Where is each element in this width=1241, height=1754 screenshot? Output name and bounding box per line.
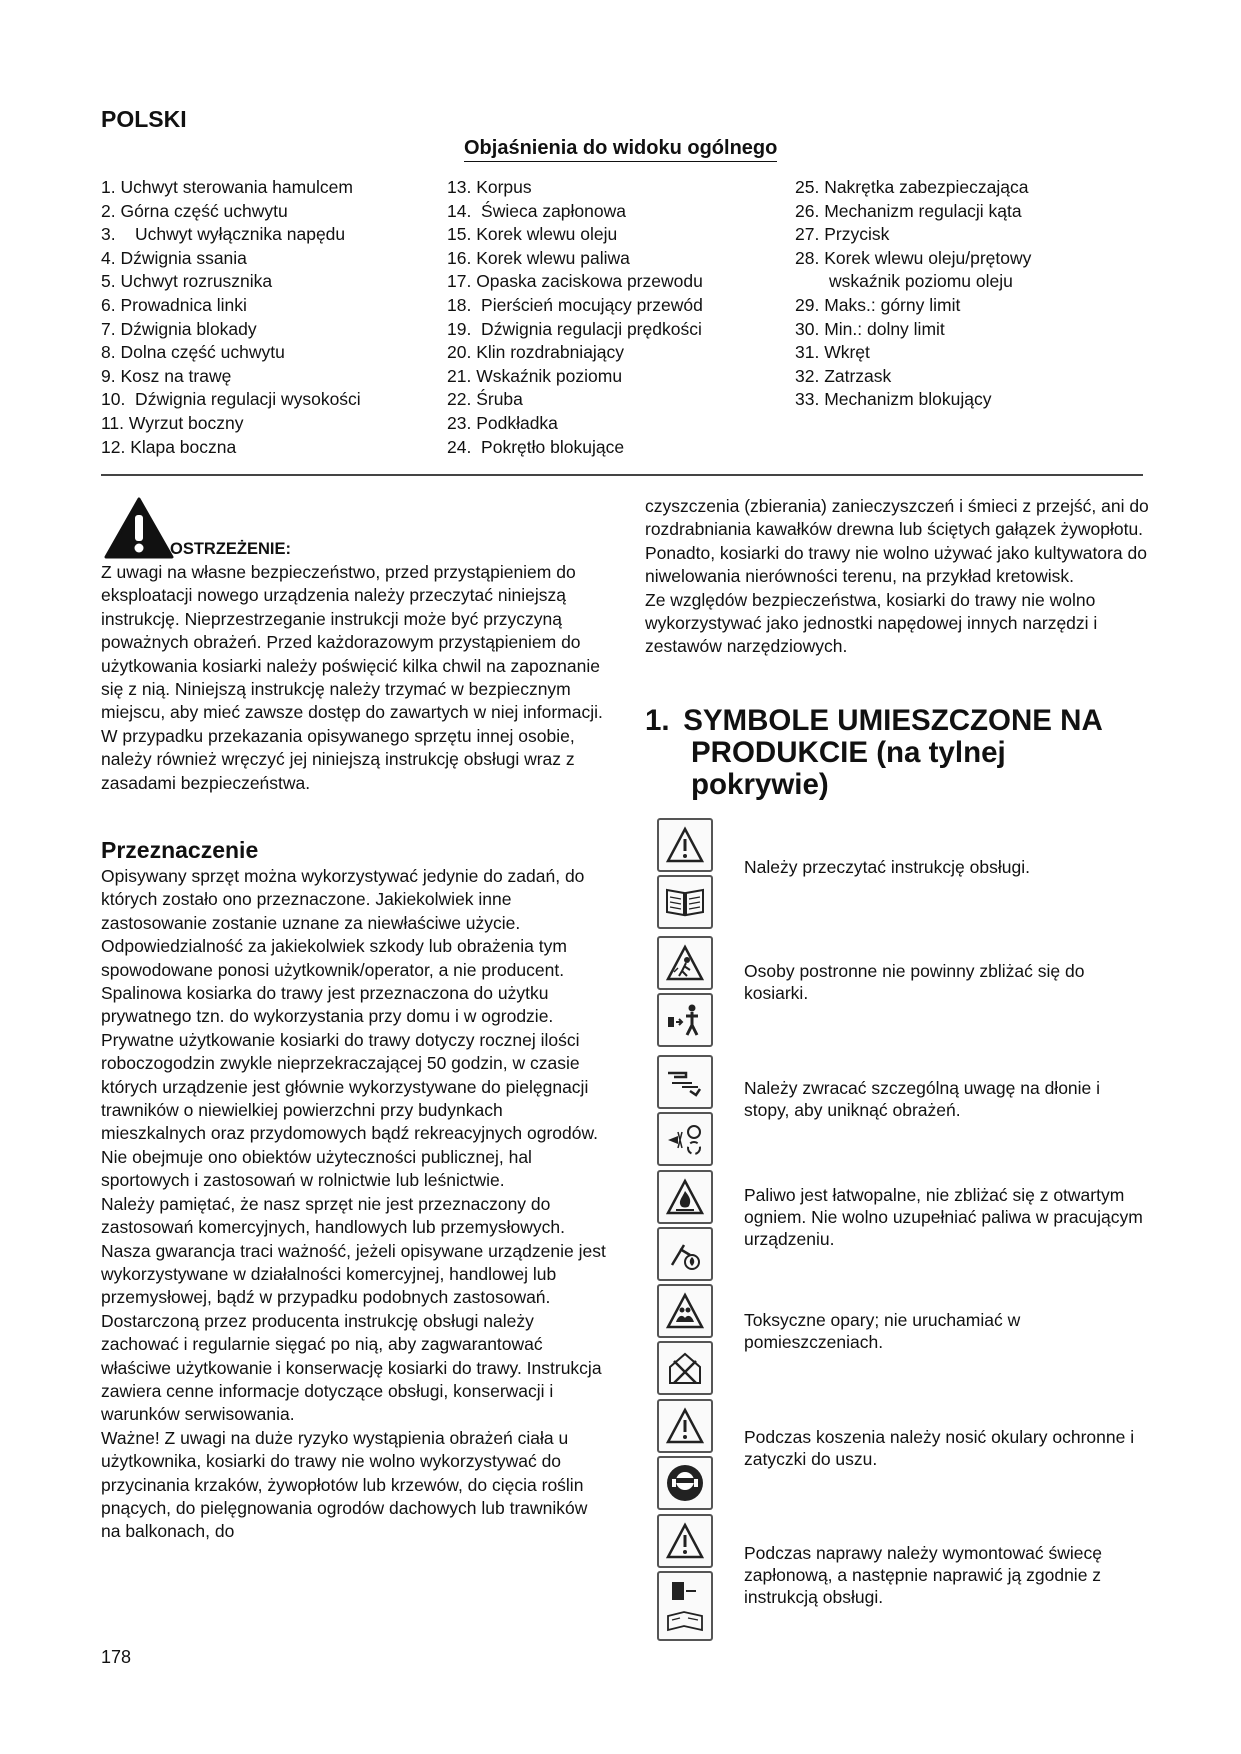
parts-list-item: 12. Klapa boczna (101, 436, 237, 457)
parts-list-item: 26. Mechanizm regulacji kąta (795, 200, 1022, 221)
parts-list-item: 15. Korek wlewu oleju (447, 224, 618, 245)
parts-list-item: 10. Dźwignia regulacji wysokości (101, 389, 361, 410)
parts-list-item: wskaźnik poziomu oleju (795, 271, 1013, 292)
parts-list-item: 27. Przycisk (795, 224, 890, 245)
remove-spark-plug-icon (657, 1514, 713, 1644)
parts-list-item: 18. Pierścień mocujący przewód (447, 294, 703, 315)
parts-list-item: 3. Uchwyt wyłącznika napędu (101, 224, 346, 245)
page-number: 178 (101, 1647, 132, 1667)
warning-body: Z uwagi na własne bezpieczeństwo, przed przystąpieniem do eksploatacji nowego urządzenia należy przeczytać niniejszą instrukcję. Nieprzestrzeganie instrukcji może być przyczyną poważnych obrażeń. Przed każdorazowym przystąpieniem do użytkowania kosiarki należy poświęcić kilka chwil na zapoznanie się z nią. Niniejszą instrukcję należy trzymać w bezpiecznym miejscu, aby mieć zawsze dostęp do zawartych w niej informacji. W przypadku przekazania opisywanego sprzętu innej osobie, należy również wręczyć jej niniejszą instrukcję obsługi wraz z zasadami bezpieczeństwa. (101, 562, 603, 793)
parts-list-col1 (101, 176, 361, 459)
section-number: 1. (645, 704, 670, 737)
parts-list-item: 7. Dźwignia blokady (101, 318, 257, 339)
parts-list-item: 29. Maks.: górny limit (795, 294, 961, 315)
read-manual-icon (657, 818, 713, 932)
parts-list-item: 21. Wskaźnik poziomu (447, 365, 623, 386)
section-title-line3: pokrywie) (691, 768, 829, 801)
parts-list-item: 25. Nakrętka zabezpieczająca (795, 177, 1029, 197)
parts-list-item: 5. Uchwyt rozrusznika (101, 271, 273, 292)
parts-list-item: 31. Wkręt (795, 342, 870, 363)
section-title-line2: PRODUKCIE (na tylnej (691, 736, 1006, 769)
eye-ear-protection-icon (657, 1399, 713, 1513)
parts-list-item: 8. Dolna część uchwytu (101, 342, 285, 363)
parts-list-item: 33. Mechanizm blokujący (795, 389, 992, 410)
toxic-fumes-icon (657, 1284, 713, 1398)
parts-list-item: 13. Korpus (447, 177, 532, 197)
symbol-text-read-manual: Należy przeczytać instrukcję obsługi. (744, 857, 1030, 877)
symbol-text-spark-plug: Podczas naprawy należy wymontować świecę zapłonową, a następnie naprawić ją zgodnie z instrukcją obsługi. (744, 1543, 1102, 1607)
parts-list-item: 17. Opaska zaciskowa przewodu (447, 271, 703, 292)
parts-list-item: 24. Pokrętło blokujące (447, 436, 625, 457)
parts-list-item: 16. Korek wlewu paliwa (447, 247, 630, 268)
parts-list-item: 6. Prowadnica linki (101, 294, 247, 315)
flammable-fuel-icon (657, 1170, 713, 1284)
symbol-text-bystanders: Osoby postronne nie powinny zbliżać się do kosiarki. (744, 961, 1085, 1003)
parts-list-item: 30. Min.: dolny limit (795, 318, 945, 339)
symbol-text-fumes: Toksyczne opary; nie uruchamiać w pomieszczeniach. (744, 1310, 1021, 1352)
parts-list-col2 (447, 176, 703, 459)
section-1-heading (645, 705, 1145, 801)
purpose-heading: Przeznaczenie (101, 837, 259, 863)
section-title-line1: SYMBOLE UMIESZCZONE NA (683, 704, 1103, 737)
symbol-text-protection: Podczas koszenia należy nosić okulary ochronne i zatyczki do uszu. (744, 1427, 1135, 1469)
parts-list-item: 4. Dźwignia ssania (101, 247, 247, 268)
warning-triangle-icon (104, 497, 174, 559)
keep-bystanders-away-icon (657, 936, 713, 1050)
parts-list-item: 19. Dźwignia regulacji prędkości (447, 318, 702, 339)
parts-list-item: 22. Śruba (447, 389, 523, 410)
warning-title: OSTRZEŻENIE: (170, 540, 292, 558)
purpose-body: Opisywany sprzęt można wykorzystywać jedynie do zadań, do których zostało ono przeznaczone. Jakiekolwiek inne zastosowanie zostanie uznane za niewłaściwe użycie. Odpowiedzialność za jakiekolwiek szkody lub obrażenia tym spowodowane ponosi użytkownik/operator, a nie producent. Spalinowa kosiarka do trawy jest przeznaczona do użytku prywatnego tzn. do wykorzystania przy domu i w ogrodzie. Prywatne użytkowanie kosiarki do trawy dotyczy rocznej ilości roboczogodzin zwykle nieprzekraczającej 50 godzin, w czasie których urządzenie jest głównie wykorzystywane do pielęgnacji trawników o niewielkiej powierzchni przy budynkach mieszkalnych oraz przydomowych bądź rekreacyjnych ogrodów. Nie obejmuje ono obiektów użyteczności publicznej, hal sportowych i zastosowań w rolnictwie lub leśnictwie. Należy pamiętać, że nasz sprzęt nie jest przeznaczony do zastosowań komercyjnych, handlowych lub przemysłowych. Nasza gwarancja traci ważność, jeżeli opisywane urządzenie jest wykorzystywane w działalności komercyjnej, handlowej lub przemysłowej, bądź w przypadku podobnych zastosowań. Dostarczoną przez producenta instrukcję obsługi należy zachować i regularnie sięgać po nią, aby zagwarantować właściwe użytkowanie i konserwację kosiarki do trawy. Instrukcja zawiera cenne informacje dotyczące obsługi, konserwacji i warunków serwisowania. Ważne! Z uwagi na duże ryzyko wystąpienia obrażeń ciała u użytkownika, kosiarki do trawy nie wolno wykorzystywać do przycinania krzaków, żywopłotów lub krzewów, do cięcia roślin pnących, do pielęgnowania ogrodów dachowych lub trawników na balkonach, do (101, 866, 606, 1542)
parts-list-item: 1. Uchwyt sterowania hamulcem (101, 177, 353, 197)
language-label: POLSKI (101, 106, 187, 132)
parts-list-item: 23. Podkładka (447, 412, 558, 433)
symbol-text-hands-feet: Należy zwracać szczególną uwagę na dłonie i stopy, aby uniknąć obrażeń. (744, 1078, 1101, 1120)
parts-list-item: 28. Korek wlewu oleju/prętowy (795, 247, 1032, 268)
parts-list-item: 32. Zatrzask (795, 365, 892, 386)
symbol-text-fuel: Paliwo jest łatwopalne, nie zbliżać się z otwartym ogniem. Nie wolno uzupełniać paliwa w pracującym urządzeniu. (744, 1185, 1143, 1249)
parts-list-item: 20. Klin rozdrabniający (447, 342, 625, 363)
overview-title: Objaśnienia do widoku ogólnego (464, 137, 777, 162)
parts-list-item: 14. Świeca zapłonowa (447, 200, 626, 221)
hands-feet-hazard-icon (657, 1055, 713, 1169)
parts-list-col3 (795, 176, 1031, 412)
parts-list-item: 2. Górna część uchwytu (101, 200, 288, 221)
section-divider (101, 474, 1143, 476)
purpose-continued: czyszczenia (zbierania) zanieczyszczeń i śmieci z przejść, ani do rozdrabniania kawałków drewna lub ściętych gałązek żywopłotu. Ponadto, kosiarki do trawy nie wolno używać jako kultywatora do niwelowania nierówności terenu, na przykład kretowisk. Ze względów bezpieczeństwa, kosiarki do trawy nie wolno wykorzystywać jako jednostki napędowej innych narzędzi i zestawów narzędziowych. (645, 496, 1149, 657)
parts-list-item: 11. Wyrzut boczny (101, 412, 244, 433)
parts-list-item: 9. Kosz na trawę (101, 365, 232, 386)
